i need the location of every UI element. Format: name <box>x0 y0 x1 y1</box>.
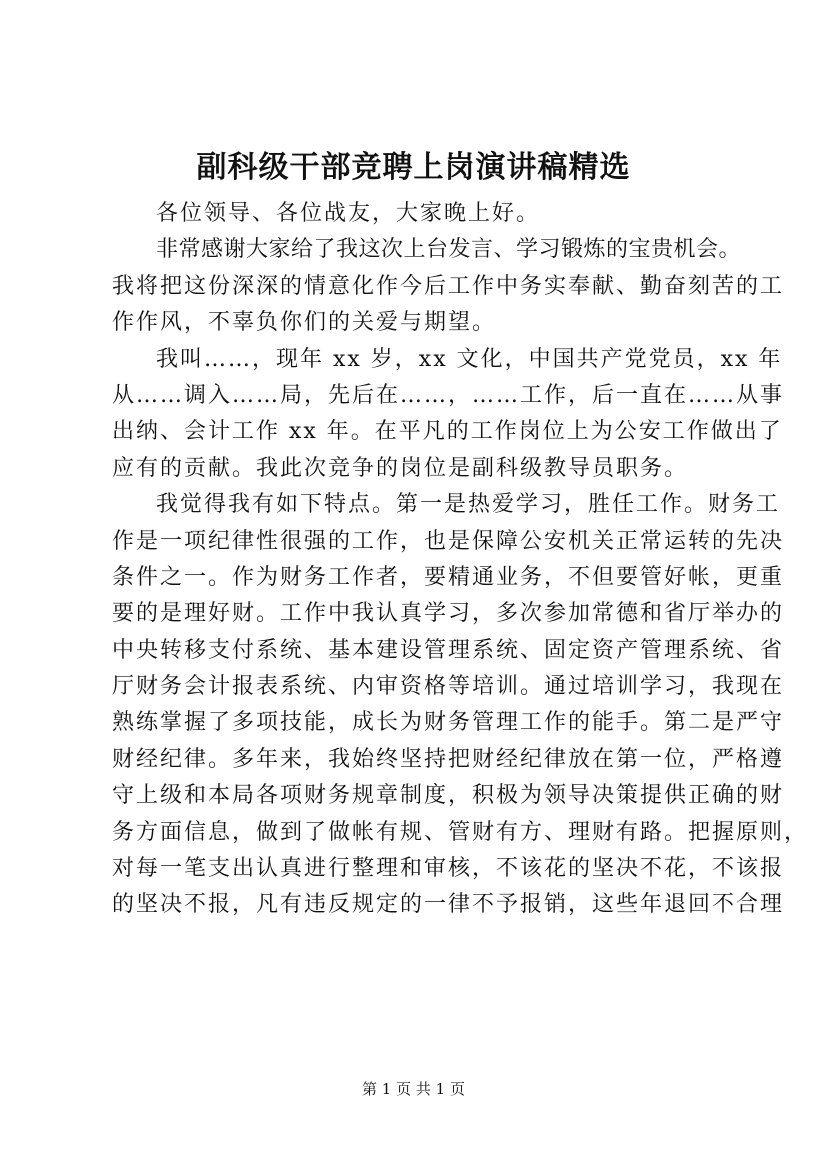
paragraph-line: 作作风，不辜负你们的关爱与期望。 <box>112 310 497 336</box>
paragraph-line: 务方面信息，做到了做帐有规、管财有方、理财有路。把握原则， <box>112 819 809 845</box>
paragraph-line: 我觉得我有如下特点。第一是热爱学习，胜任工作。财务工 <box>156 492 781 518</box>
paragraph-line: 中央转移支付系统、基本建设管理系统、固定资产管理系统、省 <box>112 637 785 663</box>
paragraph-line: 应有的贡献。我此次竞争的岗位是副科级教导员职务。 <box>112 455 689 481</box>
paragraph-line: 各位领导、各位战友，大家晚上好。 <box>156 201 541 226</box>
paragraph-line: 我叫……，现年 xx 岁，xx 文化，中国共产党党员，xx 年 <box>156 346 783 372</box>
document-title: 副科级干部竞聘上岗演讲稿精选 <box>196 150 631 185</box>
paragraph-line: 守上级和本局各项财务规章制度，积极为领导决策提供正确的财 <box>112 783 785 809</box>
page-number-footer: 第 1 页 共 1 页 <box>362 1080 465 1098</box>
paragraph-line: 条件之一。作为财务工作者，要精通业务，不但要管好帐，更重 <box>112 564 785 590</box>
paragraph-line: 作是一项纪律性很强的工作，也是保障公安机关正常运转的先决 <box>112 528 785 554</box>
paragraph-line: 财经纪律。多年来，我始终坚持把财经纪律放在第一位，严格遵 <box>112 746 785 772</box>
paragraph-line: 我将把这份深深的情意化作今后工作中务实奉献、勤奋刻苦的工 <box>112 273 785 299</box>
paragraph-line: 熟练掌握了多项技能，成长为财务管理工作的能手。第二是严守 <box>112 710 785 736</box>
paragraph-line: 对每一笔支出认真进行整理和审核，不该花的坚决不花，不该报 <box>112 856 785 882</box>
document-body <box>112 196 809 924</box>
paragraph-line: 从……调入……局，先后在……，……工作，后一直在……从事 <box>112 382 785 408</box>
paragraph-line: 非常感谢大家给了我这次上台发言、学习锻炼的宝贵机会。 <box>156 237 742 263</box>
paragraph-line: 厅财务会计报表系统、内审资格等培训。通过培训学习，我现在 <box>112 674 785 700</box>
paragraph-line: 要的是理好财。工作中我认真学习，多次参加常德和省厅举办的 <box>112 601 785 627</box>
paragraph-line: 出纳、会计工作 xx 年。在平凡的工作岗位上为公安工作做出了 <box>112 419 783 445</box>
paragraph-line: 的坚决不报，凡有违反规定的一律不予报销，这些年退回不合理 <box>112 892 785 918</box>
